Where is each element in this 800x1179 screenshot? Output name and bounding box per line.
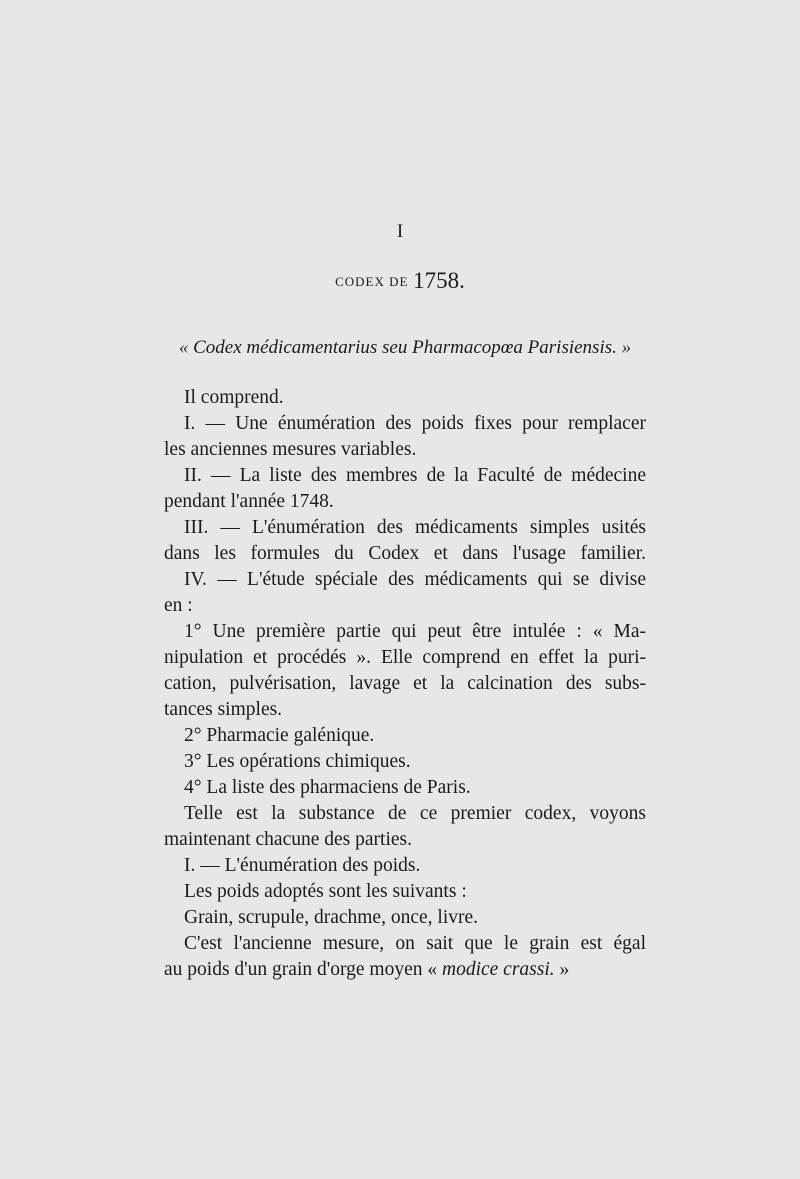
chapter-number: I — [396, 221, 404, 242]
text-line-final — [164, 957, 646, 983]
text-line: I. — Une énumération des poids fixes pour remplacer — [184, 413, 646, 434]
text-line: IV. — L'étude spéciale des médicaments qui se divise — [184, 569, 646, 590]
text-line: dans les formules du Codex et dans l'usage familier. — [164, 543, 646, 564]
text-line: 1° Une première partie qui peut être intulée : « Ma- — [184, 621, 646, 642]
text-run: au poids d'un grain d'orge moyen « — [164, 959, 442, 980]
text-line: en : — [164, 595, 193, 616]
text-line: II. — La liste des membres de la Faculté de médecine — [184, 465, 646, 486]
chapter-title — [0, 268, 800, 294]
text-line: nipulation et procédés ». Elle comprend en effet la puri- — [164, 647, 646, 668]
text-line: Il comprend. — [184, 387, 284, 408]
text-line: pendant l'année 1748. — [164, 491, 334, 512]
subtitle: « Codex médicamentarius seu Pharmacopœa Parisiensis. » — [178, 337, 632, 358]
text-line: tances simples. — [164, 699, 283, 720]
text-line: Grain, scrupule, drachme, once, livre. — [184, 907, 479, 928]
text-line: Telle est la substance de ce premier codex, voyons — [184, 803, 646, 824]
text-line: 2° Pharmacie galénique. — [184, 725, 375, 746]
text-line: maintenant chacune des parties. — [164, 829, 412, 850]
chapter-title-year: 1758. — [413, 268, 465, 293]
text-line: les anciennes mesures variables. — [164, 439, 417, 460]
text-line: 3° Les opérations chimiques. — [184, 751, 411, 772]
text-run: » — [554, 959, 570, 980]
text-line: III. — L'énumération des médicaments simples usités — [184, 517, 646, 538]
chapter-title-caps: CODEX DE — [335, 274, 409, 289]
latin-phrase: modice crassi. — [442, 959, 555, 980]
body-text — [164, 385, 646, 983]
text-line: cation, pulvérisation, lavage et la calcination des subs- — [164, 673, 646, 694]
text-line: I. — L'énumération des poids. — [184, 855, 421, 876]
text-line: 4° La liste des pharmaciens de Paris. — [184, 777, 471, 798]
text-line: C'est l'ancienne mesure, on sait que le grain est égal — [184, 933, 646, 954]
text-line: Les poids adoptés sont les suivants : — [184, 881, 467, 902]
